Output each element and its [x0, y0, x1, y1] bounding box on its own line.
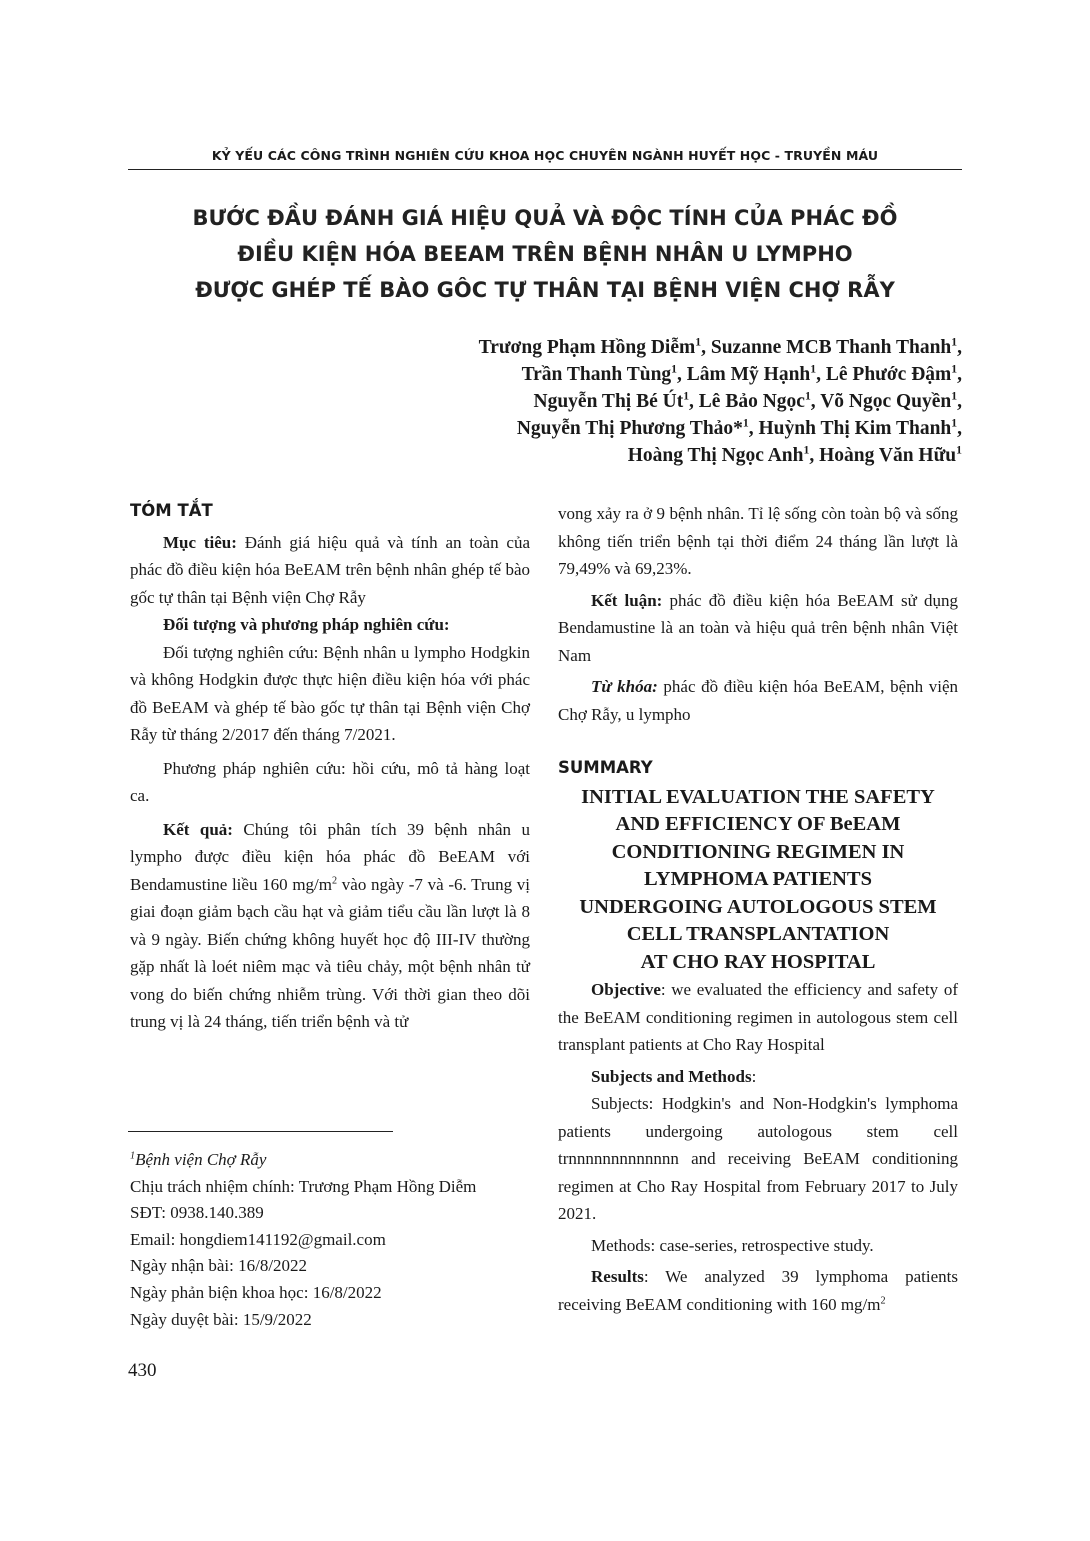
abstract-vi: [130, 497, 530, 1036]
responsible-author: Chịu trách nhiệm chính: Trương Phạm Hồng Diễm: [130, 1176, 477, 1196]
article-title: [128, 200, 962, 308]
english-title-line: UNDERGOING AUTOLOGOUS STEM: [579, 895, 937, 918]
abstract-right-column: [558, 500, 958, 1318]
footnotes: [130, 1147, 476, 1333]
methods-paragraph: Phương pháp nghiên cứu: hồi cứu, mô tả hàng loạt ca.: [130, 758, 530, 805]
header-divider: [128, 169, 962, 170]
received-date: Ngày nhận bài: 16/8/2022: [130, 1256, 308, 1276]
author-line: Trần Thanh Tùng$^1$, Lâm Mỹ Hạnh$^1$, Lê Phước Đậm$^1$,: [521, 362, 962, 385]
english-methods-heading: Subjects and Methods:: [591, 1066, 757, 1086]
footnote-divider: [128, 1131, 393, 1132]
english-title-line: AT CHO RAY HOSPITAL: [640, 950, 876, 973]
results-continuation: vong xảy ra ở 9 bệnh nhân. Tỉ lệ sống còn toàn bộ và sống không tiến triển bệnh tại thời điểm 24 tháng lần lượt là 79,49% và 69,23%.: [558, 504, 958, 578]
objective-paragraph: Mục tiêu: Đánh giá hiệu quả và tính an toàn của phác đồ điều kiện hóa BeEAM trên bệnh nhân ghép tế bào gốc tự thân tại Bệnh viện Chợ Rẫy: [130, 532, 530, 607]
abstract-heading: TÓM TẮT: [130, 501, 213, 520]
english-title-line: LYMPHOMA PATIENTS: [644, 868, 872, 890]
english-title-line: CONDITIONING REGIMEN IN: [611, 840, 905, 863]
accepted-date: Ngày duyệt bài: 15/9/2022: [130, 1309, 312, 1329]
page-number: 430: [128, 1360, 157, 1381]
author-line: Nguyễn Thị Bé $Út^1$, Lê Bảo Ngọc$^1$, Võ Ngọc Quyền$^1$,: [533, 389, 962, 412]
email-address: Email: hongdiem141192@gmail.com: [130, 1229, 386, 1249]
english-title-line: CELL TRANSPLANTATION: [626, 923, 890, 945]
running-header: KỶ YẾU CÁC CÔNG TRÌNH NGHIÊN CỨU KHOA HỌC CHUYÊN NGÀNH HUYẾT HỌC - TRUYỀN MÁU: [211, 148, 879, 163]
english-methods: Methods: case-series, retrospective study.: [591, 1235, 874, 1255]
methods-heading: Đối tượng và phương pháp nghiên cứu:: [163, 615, 450, 634]
keywords-paragraph: Từ khóa: phác đồ điều kiện hóa BeEAM, bệnh viện Chợ Rẫy, u lympho: [558, 677, 959, 724]
results-paragraph: Kết quả: Chúng tôi phân tích 39 bệnh nhân u lympho được điều kiện hóa phác đồ BeEAM với Bendamustine liều 160 $mg/m^2$ vào ngày -7 và -6. Trung vị giai đoạn giảm bạch cầu hạt và giảm tiểu cầu lần lượt là 8 và 9 ngày. Biến chứng không huyết học độ III-IV thường gặp nhất là loét niêm mạc và tiêu chảy, một bệnh nhân tử vong do biến chứng nhiễm trùng. Với thời gian theo dõi trung vị là 24 tháng, tiến triển bệnh và tử: [130, 819, 531, 1031]
phone-number: SĐT: 0938.140.389: [130, 1203, 264, 1223]
author-line: Hoàng Thị Ngọc Anh$^1$, Hoàng Văn Hữu$^1$: [627, 443, 962, 466]
english-title-line: INITIAL EVALUATION THE SAFETY: [581, 785, 935, 808]
title-line: ĐƯỢC GHÉP TẾ BÀO GÔC TỰ THÂN TẠI BỆNH VIỆN CHỢ RẪY: [195, 278, 895, 302]
english-results: Results: We analyzed 39 lymphoma patients receiving BeEAM conditioning with 160 $mg/m^2$: [558, 1267, 958, 1314]
subjects-paragraph: Đối tượng nghiên cứu: Bệnh nhân u lympho Hodgkin và không Hodgkin được thực hiện điều kiện hóa với phác đồ BeEAM và ghép tế bào gốc tự thân tại Bệnh viện Chợ Rẫy từ tháng 2/2017 đến tháng 7/2021.: [130, 642, 530, 744]
conclusion-paragraph: Kết luận: phác đồ điều kiện hóa BeEAM sử dụng Bendamustine là an toàn và hiệu quả trên bệnh nhân Việt Nam: [558, 590, 958, 665]
english-subjects: Subjects: Hodgkin's and Non-Hodgkin's lymphoma patients undergoing autologous stem cell trnnnnnnnnnnnnn and receiving BeEAM conditioning regimen at Cho Ray Hospital from February 2017 to July 2021.: [558, 1094, 958, 1223]
english-objective: Objective: we evaluated the efficiency and safety of the BeEAM conditioning regimen in autologous stem cell transplant patients at Cho Ray Hospital: [558, 980, 958, 1054]
title-line: ĐIỀU KIỆN HÓA BEEAM TRÊN BỆNH NHÂN U LYMPHO: [237, 242, 853, 266]
english-title-line: AND EFFICIENCY OF BeEAM: [615, 813, 901, 835]
title-line: BƯỚC ĐẦU ĐÁNH GIÁ HIỆU QUẢ VÀ ĐỘC TÍNH CỦA PHÁC ĐỒ: [192, 206, 898, 230]
author-list: [479, 334, 962, 469]
english-title: [558, 784, 958, 977]
affiliation-note: $^1$Bệnh viện Chợ Rẫy: [130, 1150, 267, 1169]
summary-heading: SUMMARY: [558, 758, 653, 777]
author-line: Trương Phạm Hồng Diễm$^1$, Suzanne MCB Thanh Thanh$^1$,: [478, 335, 962, 358]
reviewed-date: Ngày phản biện khoa học: 16/8/2022: [130, 1282, 382, 1302]
author-line: Nguyễn Thị Phương Thảo*$^1$, Huỳnh Thị Kim Thanh$^1$,: [516, 416, 962, 439]
